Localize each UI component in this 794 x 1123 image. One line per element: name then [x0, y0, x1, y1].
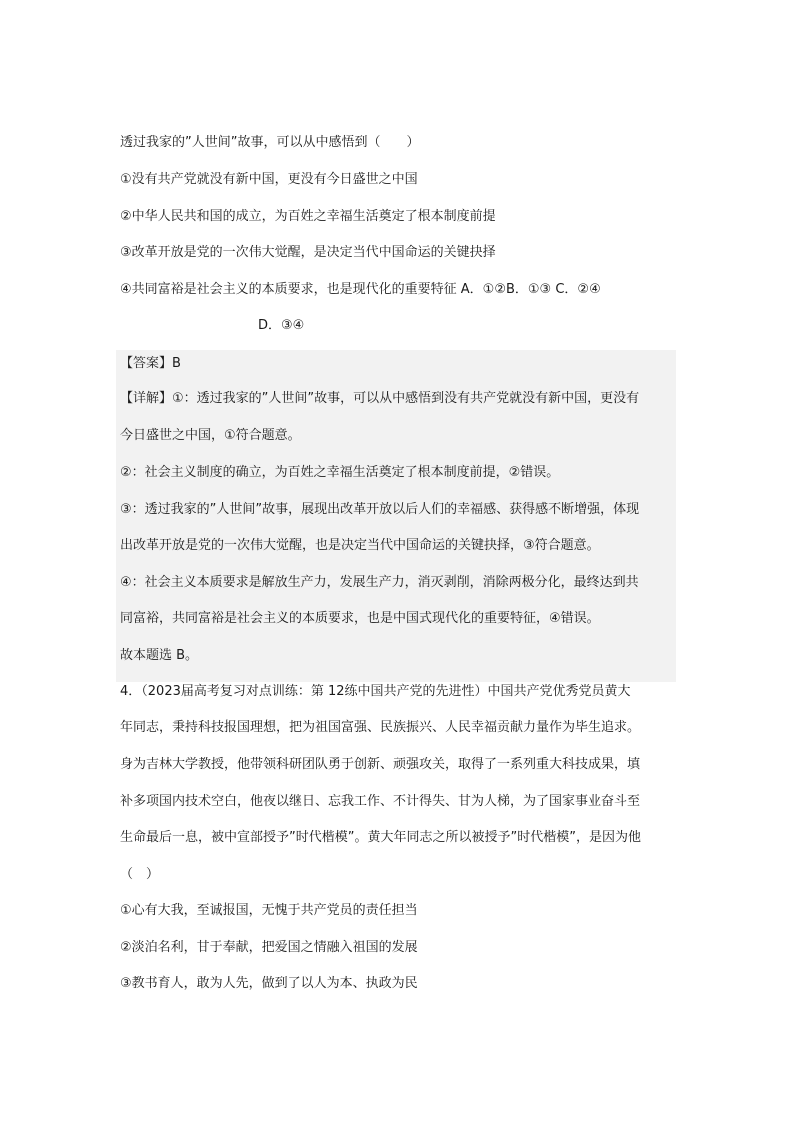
- detail-line-1: 【详解】①：透过我家的”人世间”故事，可以从中感悟到没有共产党就没有新中国，更没有: [120, 391, 640, 406]
- detail-line-7: 同富裕，共同富裕是社会主义的本质要求，也是中国式现代化的重要特征，④错误。: [120, 611, 600, 626]
- question-3-option-3: ③改革开放是党的一次伟大觉醒，是决定当代中国命运的关键抉择: [120, 245, 496, 260]
- question-3-option-2: ②中华人民共和国的成立，为百姓之幸福生活奠定了根本制度前提: [120, 209, 496, 224]
- detail-line-5: 出改革开放是党的一次伟大觉醒，也是决定当代中国命运的关键抉择，③符合题意。: [120, 538, 600, 553]
- question-4-stem-line-4: 补多项国内技术空白，他夜以继日、忘我工作、不计得失、甘为人梯，为了国家事业奋斗至: [120, 794, 641, 809]
- question-3-choice-d: D．③④: [258, 318, 305, 333]
- detail-line-3: ②：社会主义制度的确立，为百姓之幸福生活奠定了根本制度前提，②错误。: [120, 465, 560, 480]
- question-4-option-2: ②淡泊名利，甘于奉献，把爱国之情融入祖国的发展: [120, 940, 418, 955]
- question-3-stem: 透过我家的”人世间”故事，可以从中感悟到（ ）: [120, 135, 420, 150]
- question-4-stem-line-1: 4．（2023届高考复习对点训练：第 12练中国共产党的先进性）中国共产党优秀党员黄大: [120, 684, 631, 699]
- question-4-stem-line-3: 身为吉林大学教授，他带领科研团队勇于创新、顽强攻关，取得了一系列重大科技成果，填: [120, 757, 641, 772]
- detail-line-6: ④：社会主义本质要求是解放生产力，发展生产力，消灭剥削，消除两极分化，最终达到共: [120, 575, 639, 590]
- detail-line-2: 今日盛世之中国，①符合题意。: [120, 428, 301, 443]
- question-4-option-1: ①心有大我，至诚报国，无愧于共产党员的责任担当: [120, 903, 418, 918]
- answer-line: 【答案】B: [120, 356, 181, 371]
- question-4-stem-line-6: （ ）: [120, 867, 160, 882]
- question-4-stem-line-5: 生命最后一息，被中宣部授予”时代楷模”。黄大年同志之所以被授予”时代楷模”，是因为他: [120, 830, 641, 845]
- question-4-option-3: ③教书育人，敢为人先，做到了以人为本、执政为民: [120, 976, 418, 991]
- answer-conclusion: 故本题选 B。: [120, 648, 199, 663]
- question-3-option-1: ①没有共产党就没有新中国，更没有今日盛世之中国: [120, 172, 418, 187]
- detail-line-4: ③：透过我家的”人世间”故事，展现出改革开放以后人们的幸福感、获得感不断增强，体现: [120, 502, 640, 517]
- question-4-stem-line-2: 年同志，秉持科技报国理想，把为祖国富强、民族振兴、人民幸福贡献力量作为毕生追求。: [120, 720, 641, 735]
- question-3-option-4-and-choices: ④共同富裕是社会主义的本质要求，也是现代化的重要特征 A．①②B．①③ C．②④: [120, 282, 601, 297]
